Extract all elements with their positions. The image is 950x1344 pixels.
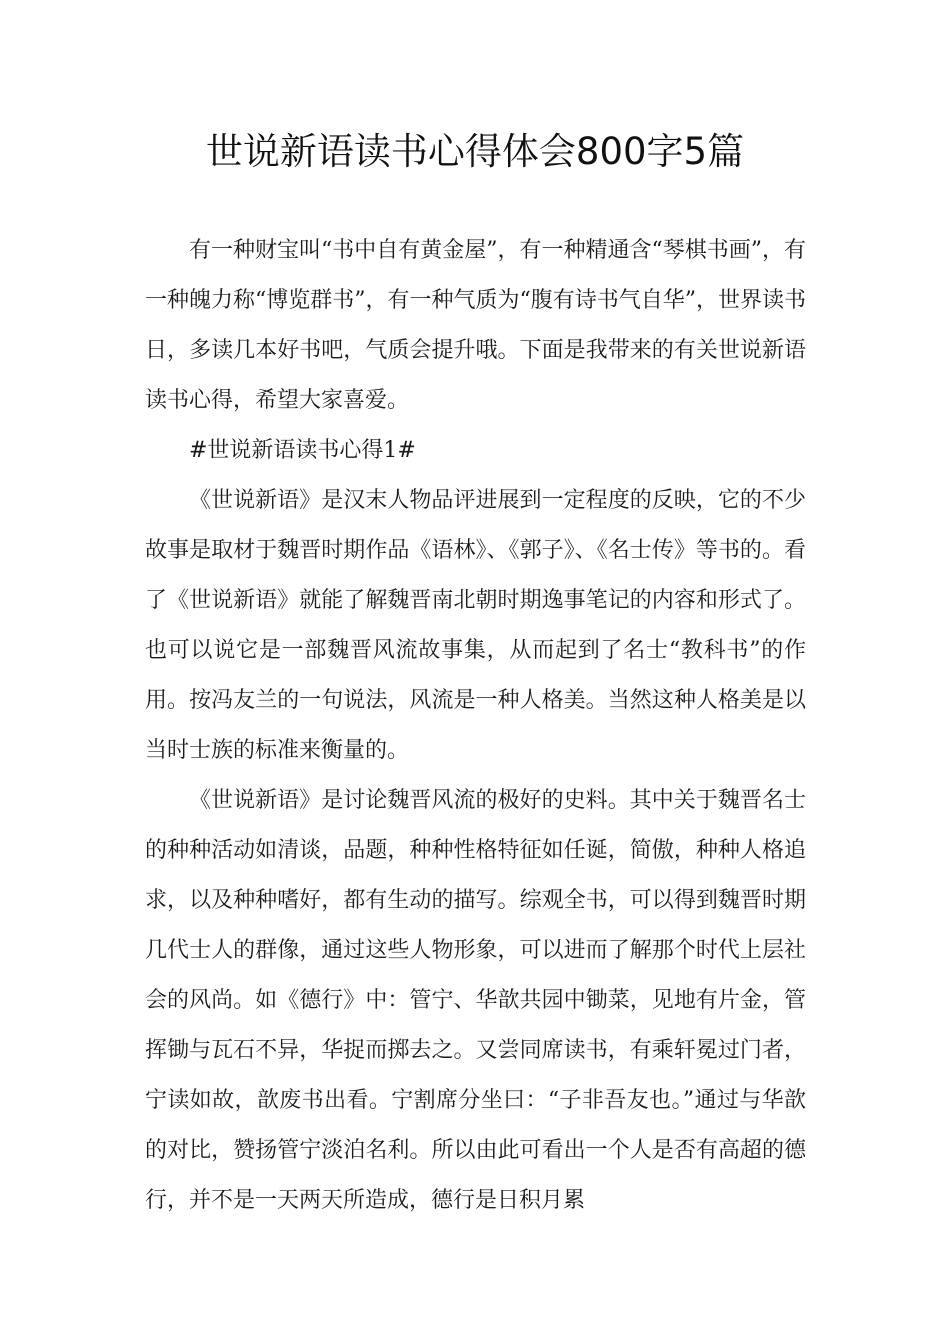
body-paragraph: 《世说新语》是汉末人物品评进展到一定程度的反映，它的不少故事是取材于魏晋时期作品《语林》、《郭子》、《名士传》等书的。看了《世说新语》就能了解魏晋南北朝时期逸事笔记的内容和形式了。也可以说它是一部魏晋风流故事集，从而起到了名士“教科书”的作用。按冯友兰的一句说法，风流是一种人格美。当然这种人格美是以当时士族的标准来衡量的。 [145, 488, 806, 763]
body-paragraph: 《世说新语》是讨论魏晋风流的极好的史料。其中关于魏晋名士的种种活动如清谈，品题，种种性格特征如任诞，简傲，种种人格追求，以及种种嗜好，都有生动的描写。综观全书，可以得到魏晋时期几代士人的群像，通过这些人物形象，可以进而了解那个时代上层社会的风尚。如《德行》中：管宁、华歆共园中锄菜，见地有片金，管挥锄与瓦石不异，华捉而掷去之。又尝同席读书，有乘轩冕过门者，宁读如故，歆废书出看。宁割席分坐曰：“子非吾友也。”通过与华歆的对比，赞扬管宁淡泊名利。所以由此可看出一个人是否有高超的德行，并不是一天两天所造成，德行是日积月累 [145, 788, 806, 1213]
document-body [145, 226, 806, 1226]
intro-paragraph: 有一种财宝叫“书中自有黄金屋”，有一种精通含“琴棋书画”，有一种魄力称“博览群书”，有一种气质为“腹有诗书气自华”，世界读书日，多读几本好书吧，气质会提升哦。下面是我带来的有关世说新语读书心得，希望大家喜爱。 [145, 238, 806, 413]
document-title: 世说新语读书心得体会800字5篇 [205, 130, 745, 173]
section-heading: #世说新语读书心得1# [189, 438, 416, 463]
